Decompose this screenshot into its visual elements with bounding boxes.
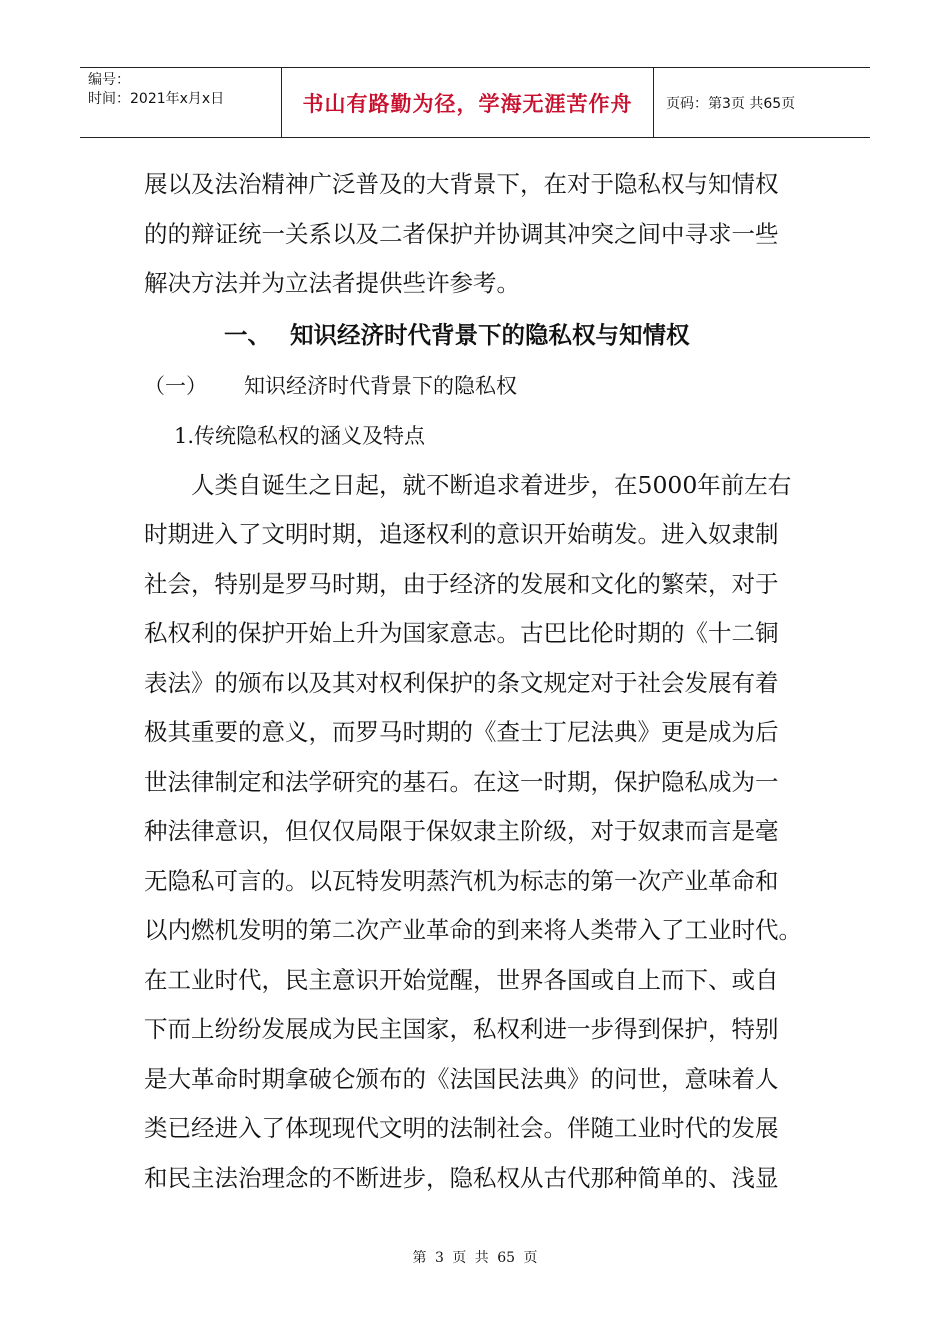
- text-line: 展以及法治精神广泛普及的大背景下，在对于隐私权与知情权: [144, 170, 779, 198]
- date-label: 时间：2021年x月x日: [88, 91, 225, 107]
- section-heading: [144, 309, 816, 361]
- document-header: [80, 67, 870, 138]
- subsection-heading: [144, 361, 816, 411]
- header-page-info: 页码：第3页 共65页: [666, 95, 796, 112]
- text-line: 和民主法治理念的不断进步，隐私权从古代那种简单的、浅显: [144, 1163, 779, 1192]
- text-line: 下而上纷纷发展成为民主国家，私权利进一步得到保护，特别: [144, 1015, 779, 1043]
- text-line: 社会，特别是罗马时期，由于经济的发展和文化的繁荣，对于: [144, 569, 779, 598]
- text-line: 在工业时代，民主意识开始觉醒，世界各国或自上而下、或自: [144, 965, 779, 994]
- text-line: 人类自诞生之日起，就不断追求着进步，在5000年前左右: [191, 470, 792, 499]
- paragraph-2: [144, 461, 816, 1204]
- text-line: 种法律意识，但仅仅局限于保奴隶主阶级，对于奴隶而言是毫: [144, 817, 779, 845]
- text-line: 极其重要的意义，而罗马时期的《查士丁尼法典》更是成为后: [144, 718, 779, 746]
- text-line: 解决方法并为立法者提供些许参考。: [144, 269, 520, 297]
- subsection-text: 知识经济时代背景下的隐私权: [244, 373, 517, 398]
- header-meta: [80, 68, 282, 137]
- number-label: 编号：: [88, 72, 130, 88]
- text-line: 世法律制定和法学研究的基石。在这一时期，保护隐私成为一: [144, 767, 779, 796]
- document-body: [144, 160, 816, 1203]
- text-line: 的的辩证统一关系以及二者保护并协调其冲突之间中寻求一些: [144, 219, 779, 248]
- page-footer: 第 3 页 共 65 页: [412, 1250, 538, 1266]
- section-heading-text: 知识经济时代背景下的隐私权与知情权: [290, 320, 690, 349]
- text-line: 以内燃机发明的第二次产业革命的到来将人类带入了工业时代。: [144, 916, 802, 944]
- section-heading-number: 一、: [224, 320, 271, 349]
- text-line: 无隐私可言的。以瓦特发明蒸汽机为标志的第一次产业革命和: [144, 866, 779, 895]
- text-line: 私权利的保护开始上升为国家意志。古巴比伦时期的《十二铜: [144, 619, 779, 647]
- subsection-number: （一）: [144, 373, 207, 398]
- text-line: 表法》的颁布以及其对权利保护的条文规定对于社会发展有着: [144, 668, 779, 697]
- sub-subsection-heading: 1.传统隐私权的涵义及特点: [174, 423, 426, 448]
- text-line: 类已经进入了体现现代文明的法制社会。伴随工业时代的发展: [144, 1114, 779, 1142]
- text-line: 是大革命时期拿破仑颁布的《法国民法典》的问世，意味着人: [144, 1064, 779, 1093]
- header-motto: 书山有路勤为径，学海无涯苦作舟: [282, 68, 654, 137]
- text-line: 时期进入了文明时期，追逐权利的意识开始萌发。进入奴隶制: [144, 520, 779, 548]
- paragraph-1: [144, 160, 816, 309]
